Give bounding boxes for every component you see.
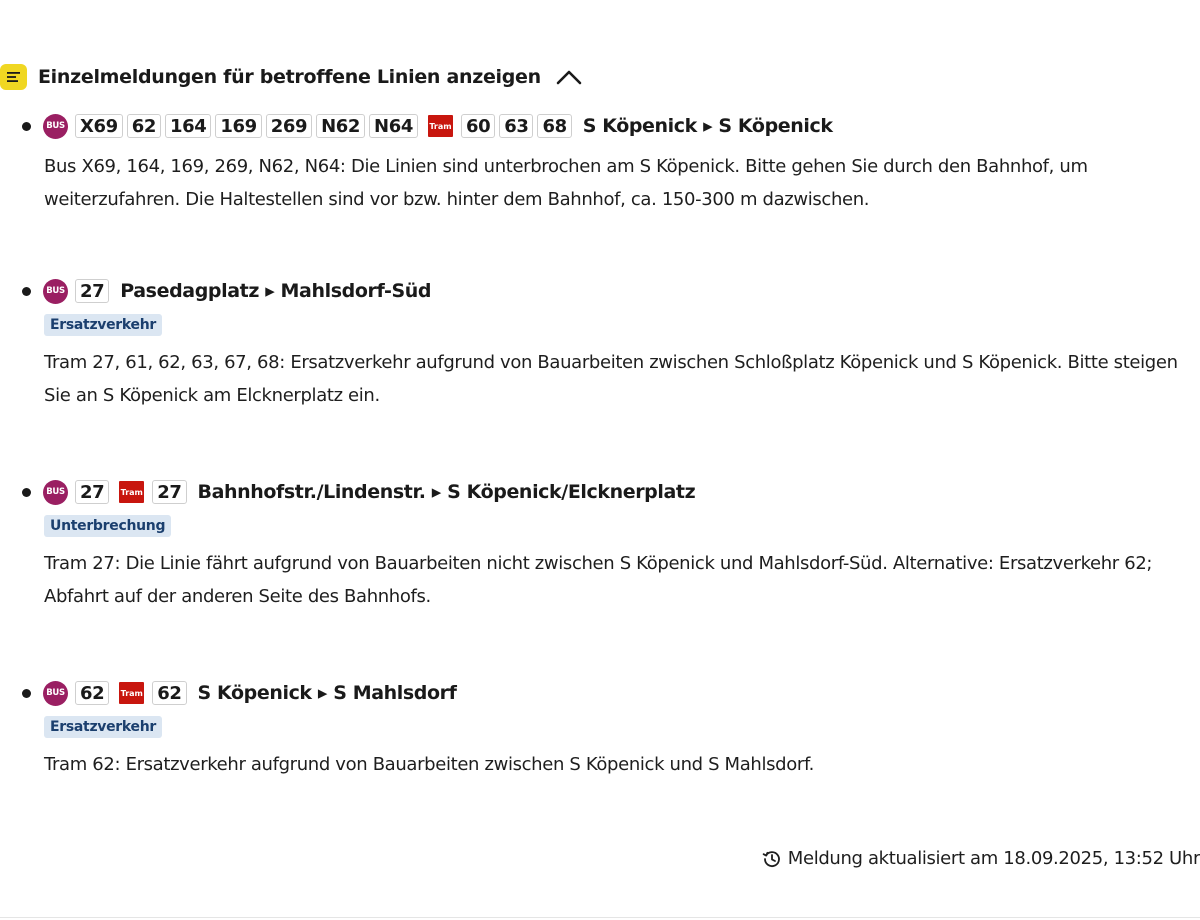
message-text: Tram 27: Die Linie fährt aufgrund von Bauarbeiten nicht zwischen S Köpenick und Mahlsdorf-Süd. Alternative: Ersatzverkehr 62; Abfahrt auf der anderen Seite des Bahnhofs. <box>44 553 1153 607</box>
line-chip-bus[interactable]: 27 <box>75 480 109 504</box>
tram-icon: Tram <box>428 115 453 137</box>
message-header <box>22 478 1200 506</box>
route-label: S Köpenick ▸ S Mahlsdorf <box>197 682 457 704</box>
message-text: Tram 62: Ersatzverkehr aufgrund von Bauarbeiten zwischen S Köpenick und S Mahlsdorf. <box>44 754 814 775</box>
toggle-single-messages[interactable] <box>0 62 583 92</box>
message-text: Tram 27, 61, 62, 63, 67, 68: Ersatzverkehr aufgrund von Bauarbeiten zwischen Schloßplatz Köpenick und S Köpenick. Bitte steigen Sie an S Köpenick am Elcknerplatz ein. <box>44 352 1178 406</box>
line-chip-tram[interactable]: 63 <box>499 114 533 138</box>
line-chip-bus[interactable]: N64 <box>369 114 418 138</box>
message-item <box>22 679 1200 781</box>
route-label: S Köpenick ▸ S Köpenick <box>582 115 833 137</box>
line-chip-tram[interactable]: 27 <box>152 480 186 504</box>
line-chip-tram[interactable]: 60 <box>461 114 495 138</box>
bus-icon: BUS <box>43 681 68 706</box>
line-chip-bus[interactable]: X69 <box>75 114 123 138</box>
updated-text: Meldung aktualisiert am 18.09.2025, 13:52 Uhr <box>787 848 1200 869</box>
line-chip-bus[interactable]: 164 <box>165 114 211 138</box>
message-item <box>22 112 1200 216</box>
bus-icon: BUS <box>43 114 68 139</box>
message-header <box>22 112 1200 140</box>
bullet <box>22 689 31 698</box>
bus-icon: BUS <box>43 279 68 304</box>
toggle-label: Einzelmeldungen für betroffene Linien anzeigen <box>38 66 541 88</box>
line-chip-tram[interactable]: 62 <box>152 681 186 705</box>
line-chip-tram[interactable]: 68 <box>537 114 571 138</box>
line-chip-bus[interactable]: N62 <box>316 114 365 138</box>
route-label: Bahnhofstr./Lindenstr. ▸ S Köpenick/Elcknerplatz <box>197 481 696 503</box>
message-text: Bus X69, 164, 169, 269, N62, N64: Die Linien sind unterbrochen am S Köpenick. Bitte gehen Sie durch den Bahnhof, um weiterzufahren. Die Haltestellen sind vor bzw. hinter dem Bahnhof, ca. 150-300 m dazwischen. <box>44 156 1088 210</box>
message-item <box>22 277 1200 412</box>
tram-icon: Tram <box>119 682 144 704</box>
history-clock-icon <box>762 849 782 869</box>
bullet <box>22 122 31 131</box>
status-badge: Unterbrechung <box>44 515 171 537</box>
list-icon <box>0 64 27 90</box>
bullet <box>22 287 31 296</box>
status-badge: Ersatzverkehr <box>44 314 162 336</box>
status-badge: Ersatzverkehr <box>44 716 162 738</box>
updated-timestamp <box>762 848 1200 869</box>
tram-icon: Tram <box>119 481 144 503</box>
route-label: Pasedagplatz ▸ Mahlsdorf-Süd <box>120 280 432 302</box>
line-chip-bus[interactable]: 62 <box>75 681 109 705</box>
message-item <box>22 478 1200 613</box>
bullet <box>22 488 31 497</box>
bus-icon: BUS <box>43 480 68 505</box>
line-chip-bus[interactable]: 62 <box>127 114 161 138</box>
line-chip-bus[interactable]: 169 <box>215 114 261 138</box>
message-header <box>22 679 1200 707</box>
line-chip-bus[interactable]: 269 <box>266 114 312 138</box>
divider <box>0 917 1200 918</box>
chevron-up-icon[interactable] <box>555 67 583 87</box>
line-chip-bus[interactable]: 27 <box>75 279 109 303</box>
message-header <box>22 277 1200 305</box>
